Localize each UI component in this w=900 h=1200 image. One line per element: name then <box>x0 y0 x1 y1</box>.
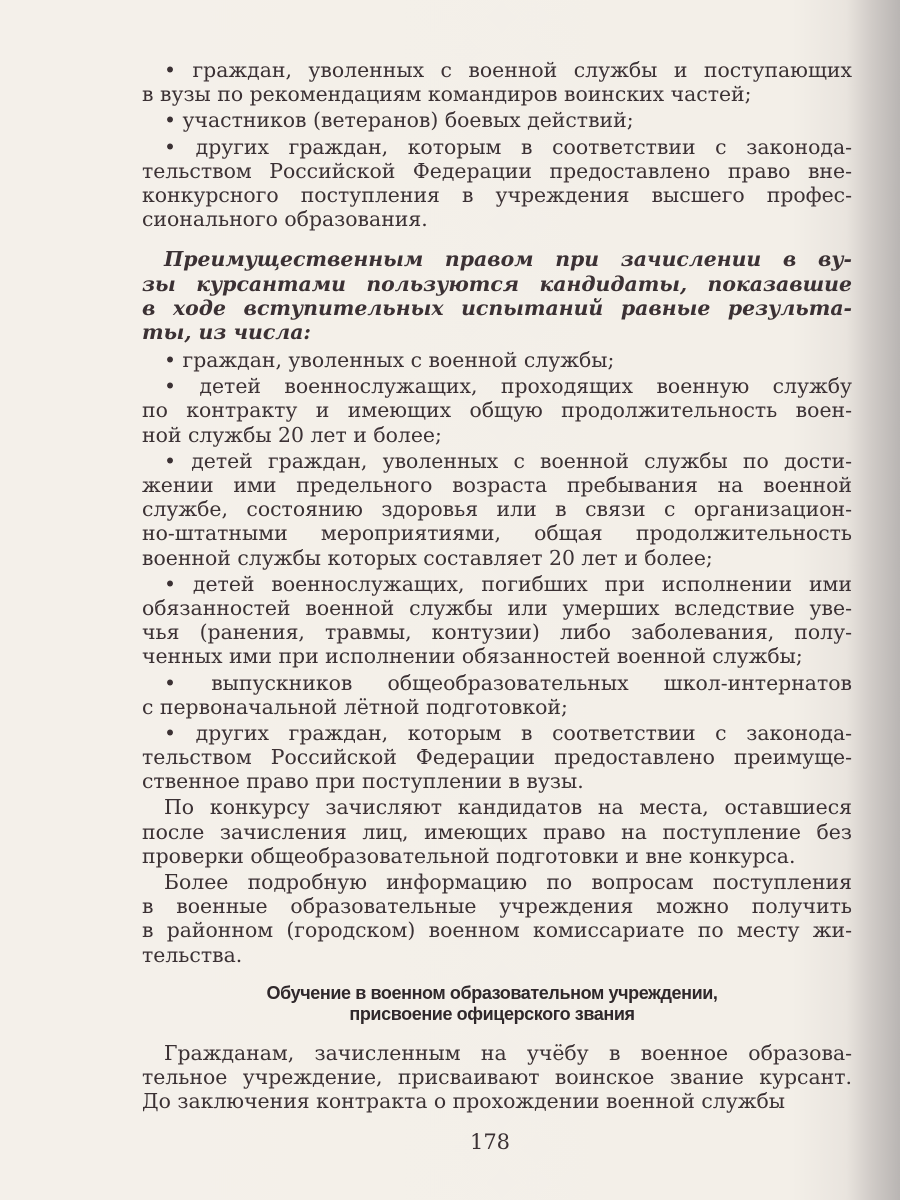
text-line: чья (ранения, травмы, контузии) либо заболевания, полу- <box>142 620 852 645</box>
text-line: • граждан, уволенных с военной службы; <box>164 348 615 373</box>
page-body-text <box>142 56 852 967</box>
text-line: ной службы 20 лет и более; <box>142 422 442 447</box>
text-line: тельное учреждение, присваивают воинское звание курсант. <box>142 1065 852 1090</box>
bullet-item <box>142 572 852 669</box>
text-line: тельством Российской Федерации предоставлено преимуще- <box>142 745 852 770</box>
emphasis-paragraph <box>142 247 852 344</box>
text-line: • граждан, уволенных с военной службы и поступающих <box>164 58 852 82</box>
text-line: ственное право при поступлении в вузы. <box>142 769 584 794</box>
text-line: военной службы которых составляет 20 лет и более; <box>142 545 713 570</box>
text-line: по контракту и имеющих общую продолжительность воен- <box>142 398 852 423</box>
text-line: Гражданам, зачисленным на учёбу в военное образова- <box>164 1041 852 1065</box>
text-line: • детей военнослужащих, погибших при исполнении ими <box>164 571 852 596</box>
text-line: • других граждан, которым в соответствии с законода- <box>164 720 852 745</box>
text-line: зы курсантами пользуются кандидаты, показавшие <box>142 271 852 296</box>
text-line: службе, состоянию здоровья или в связи с организацион- <box>142 497 852 522</box>
text-line: после зачисления лиц, имеющих право на поступление без <box>142 819 852 844</box>
text-line: обязанностей военной службы или умерших вследствие уве- <box>142 595 852 620</box>
text-line: • других граждан, которым в соответствии с законода- <box>164 134 852 159</box>
text-line: но-штатными мероприятиями, общая продолжительность <box>142 521 852 546</box>
text-line: тельства. <box>142 942 243 967</box>
section-body-text <box>142 1041 852 1114</box>
text-line: жении ими предельного возраста пребывания на военной <box>142 473 852 497</box>
text-line: конкурсного поступления в учреждения высшего профес- <box>142 182 852 207</box>
page-number: 178 <box>469 1130 511 1154</box>
paragraph <box>142 1041 852 1114</box>
text-line: По конкурсу зачисляют кандидатов на места, оставшиеся <box>164 795 852 820</box>
bullet-item <box>142 721 852 794</box>
text-line: с первоначальной лётной подготовкой; <box>142 694 568 719</box>
text-line: сионального образования. <box>142 207 428 232</box>
bullet-item <box>142 348 852 372</box>
text-line: проверки общеобразовательной подготовки и вне конкурса. <box>142 843 796 868</box>
section-heading-line-1: Обучение в военном образовательном учреждении, <box>266 983 718 1003</box>
text-line: • участников (ветеранов) боевых действий; <box>164 108 634 133</box>
text-line: • детей граждан, уволенных с военной службы по дости- <box>164 448 852 473</box>
bullet-item <box>142 449 852 570</box>
text-line: До заключения контракта о прохождении военной службы <box>142 1089 785 1114</box>
text-line: Преимущественным правом при зачислении в ву- <box>164 247 852 272</box>
text-line: в военные образовательные учреждения можно получить <box>142 894 852 919</box>
text-line: ченных ими при исполнении обязанностей военной службы; <box>142 644 803 669</box>
section-heading-line-2: присвоение офицерского звания <box>349 1004 635 1024</box>
text-line: Более подробную информацию по вопросам поступления <box>164 870 852 894</box>
bullet-item <box>142 374 852 447</box>
text-line: • выпускников общеобразовательных школ-интернатов <box>164 670 852 695</box>
text-line: в вузы по рекомендациям командиров воинских частей; <box>142 82 752 107</box>
paragraph <box>142 795 852 868</box>
text-line: ты, из числа: <box>142 319 311 344</box>
bullet-item <box>142 671 852 719</box>
text-line: в районном (городском) военном комиссариате по месту жи- <box>142 918 852 943</box>
bullet-item <box>142 58 852 106</box>
bullet-item <box>142 135 852 232</box>
text-line: в ходе вступительных испытаний равные результа- <box>142 295 852 320</box>
text-line: тельством Российской Федерации предоставлено право вне- <box>142 158 852 183</box>
section-heading <box>142 983 842 1025</box>
bullet-item <box>142 108 852 132</box>
text-line: • детей военнослужащих, проходящих военную службу <box>164 374 852 399</box>
paragraph <box>142 870 852 967</box>
